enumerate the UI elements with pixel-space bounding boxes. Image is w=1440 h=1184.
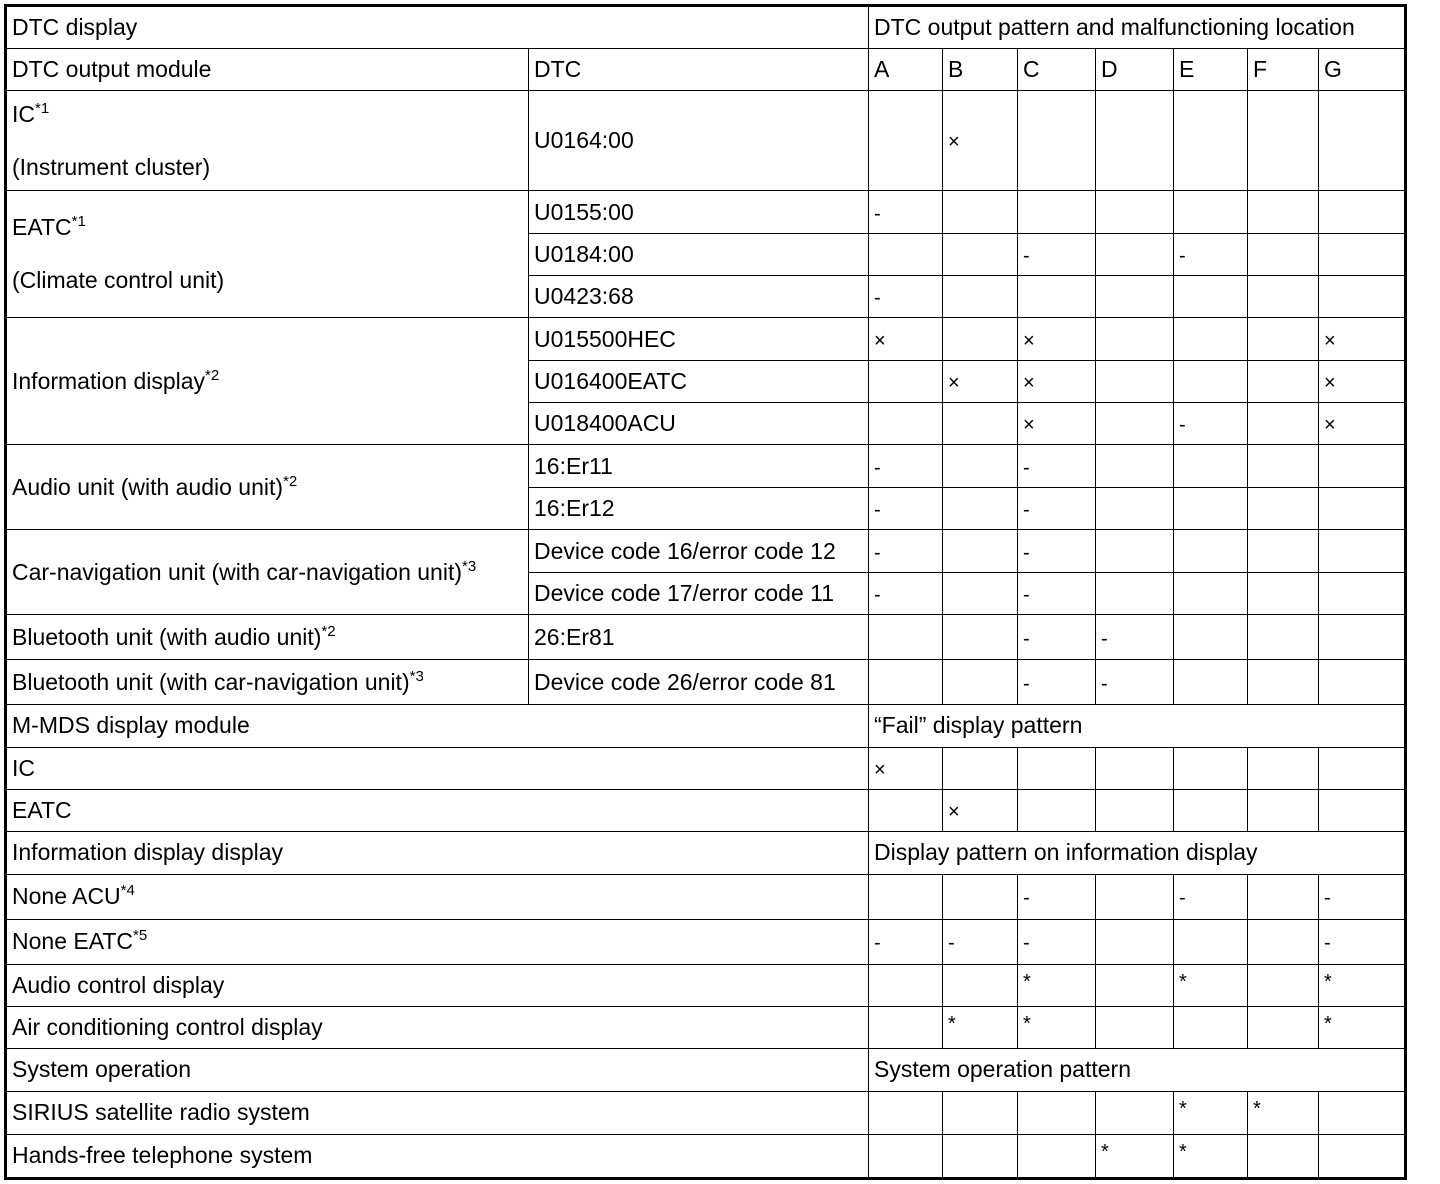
pattern-cell: [1319, 234, 1405, 276]
mmds-heading-row: [7, 704, 1405, 747]
x-mark: ×: [1023, 329, 1035, 352]
pattern-cell: [943, 530, 1018, 573]
pattern-cell: [1174, 1134, 1248, 1177]
pattern-cell: [1319, 361, 1405, 403]
footnote-ref: *3: [462, 557, 477, 575]
pattern-cell: [943, 191, 1018, 234]
pattern-cell: [1096, 276, 1174, 318]
dtc-code: U018400ACU: [529, 403, 869, 445]
dash-mark: -: [874, 932, 881, 955]
pattern-cell: [1018, 276, 1096, 318]
pattern-cell: [1174, 660, 1248, 704]
pattern-cell: [1018, 615, 1096, 660]
dtc-code: Device code 17/error code 11: [529, 573, 869, 615]
dtc-code: 16:Er12: [529, 488, 869, 530]
mmds-label-cell: [7, 747, 869, 789]
dash-mark: -: [1179, 414, 1186, 437]
pattern-cell: [1248, 789, 1319, 831]
dash-mark: -: [874, 584, 881, 607]
info-display-label-cell: [7, 964, 869, 1006]
pattern-cell: [1096, 191, 1174, 234]
info-display-row: [7, 1006, 1405, 1048]
pattern-cell: [869, 573, 943, 615]
module-label: Audio unit (with audio unit): [12, 473, 284, 500]
pattern-cell: [1096, 660, 1174, 704]
pattern-cell: [1174, 530, 1248, 573]
footnote-ref: *2: [283, 472, 298, 490]
module-sublabel: (Instrument cluster): [12, 153, 211, 180]
pattern-cell: [1096, 318, 1174, 361]
dtc-code: U0155:00: [529, 191, 869, 234]
pattern-cell: [1248, 318, 1319, 361]
row-label: Air conditioning control display: [12, 1013, 323, 1040]
mmds-heading: M-MDS display module: [7, 704, 869, 747]
info-display-row: [7, 919, 1405, 964]
pattern-cell: [1018, 1006, 1096, 1048]
footnote-ref: *2: [321, 622, 336, 640]
system-operation-row: [7, 1134, 1405, 1177]
dash-mark: -: [1023, 887, 1030, 910]
dtc-code: U0184:00: [529, 234, 869, 276]
pattern-cell: [1248, 747, 1319, 789]
pattern-cell: [1174, 964, 1248, 1006]
dash-mark: -: [1101, 627, 1108, 650]
module-label: Information display: [12, 367, 206, 394]
pattern-cell: [943, 361, 1018, 403]
dash-mark: -: [874, 499, 881, 522]
pattern-cell: [1018, 1134, 1096, 1177]
pattern-cell: [1018, 789, 1096, 831]
pattern-cell: [1174, 488, 1248, 530]
pattern-cell: [943, 276, 1018, 318]
info-display-row: [7, 964, 1405, 1006]
dash-mark: -: [1023, 456, 1030, 479]
dtc-code: Device code 16/error code 12: [529, 530, 869, 573]
pattern-cell: [943, 1134, 1018, 1177]
pattern-cell: [1248, 874, 1319, 919]
pattern-cell: [1319, 445, 1405, 488]
pattern-cell: [1319, 747, 1405, 789]
pattern-cell: [1174, 919, 1248, 964]
pattern-cell: [869, 445, 943, 488]
pattern-cell: [1174, 91, 1248, 191]
pattern-cell: [1096, 234, 1174, 276]
dtc-heading: DTC: [529, 49, 869, 91]
pattern-cell: [1018, 403, 1096, 445]
pattern-cell: [1096, 919, 1174, 964]
pattern-cell: [1319, 874, 1405, 919]
dash-mark: -: [874, 456, 881, 479]
pattern-cell: [1174, 1006, 1248, 1048]
column-letter: F: [1248, 49, 1319, 91]
asterisk-mark: *: [1253, 1098, 1261, 1121]
pattern-cell: [869, 318, 943, 361]
pattern-cell: [1096, 573, 1174, 615]
pattern-cell: [1248, 1134, 1319, 1177]
pattern-cell: [1319, 919, 1405, 964]
dtc-module-cell: [7, 318, 529, 445]
pattern-cell: [1096, 964, 1174, 1006]
asterisk-mark: *: [1324, 970, 1332, 993]
pattern-cell: [869, 191, 943, 234]
asterisk-mark: *: [1101, 1141, 1109, 1164]
pattern-cell: [1248, 488, 1319, 530]
row-label: SIRIUS satellite radio system: [12, 1099, 310, 1126]
pattern-cell: [1319, 1006, 1405, 1048]
dash-mark: -: [948, 932, 955, 955]
pattern-cell: [869, 1091, 943, 1134]
line-gap: [12, 241, 528, 267]
column-letter: D: [1096, 49, 1174, 91]
system-operation-label-cell: [7, 1091, 869, 1134]
module-label: Bluetooth unit (with audio unit): [12, 623, 322, 650]
pattern-cell: [1018, 747, 1096, 789]
pattern-cell: [943, 318, 1018, 361]
pattern-cell: [943, 789, 1018, 831]
pattern-cell: [1096, 361, 1174, 403]
pattern-cell: [1248, 919, 1319, 964]
pattern-cell: [1174, 573, 1248, 615]
pattern-cell: [1248, 91, 1319, 191]
pattern-cell: [1248, 660, 1319, 704]
pattern-cell: [869, 615, 943, 660]
pattern-cell: [1319, 403, 1405, 445]
dtc-code: U015500HEC: [529, 318, 869, 361]
pattern-cell: [943, 1091, 1018, 1134]
row-label: None EATC: [12, 928, 134, 955]
asterisk-mark: *: [1023, 970, 1031, 993]
pattern-cell: [869, 747, 943, 789]
pattern-cell: [1248, 445, 1319, 488]
pattern-cell: [869, 488, 943, 530]
pattern-cell: [1174, 318, 1248, 361]
asterisk-mark: *: [948, 1012, 956, 1035]
column-letter: B: [943, 49, 1018, 91]
column-letter: A: [869, 49, 943, 91]
pattern-cell: [1096, 488, 1174, 530]
dtc-row: [7, 191, 1405, 234]
dash-mark: -: [1023, 245, 1030, 268]
pattern-cell: [1018, 191, 1096, 234]
pattern-cell: [1319, 789, 1405, 831]
pattern-cell: [1174, 445, 1248, 488]
dash-mark: -: [1324, 887, 1331, 910]
x-mark: ×: [1023, 414, 1035, 437]
x-mark: ×: [948, 131, 960, 154]
pattern-cell: [943, 91, 1018, 191]
dtc-table: [6, 6, 1405, 1178]
pattern-cell: [1174, 874, 1248, 919]
dtc-output-module-heading: DTC output module: [7, 49, 529, 91]
row-label: None ACU: [12, 883, 121, 910]
mmds-pattern-heading: “Fail” display pattern: [869, 704, 1405, 747]
pattern-cell: [943, 964, 1018, 1006]
pattern-cell: [1248, 361, 1319, 403]
pattern-cell: [1319, 318, 1405, 361]
module-sublabel: (Climate control unit): [12, 267, 225, 294]
mmds-row: [7, 789, 1405, 831]
pattern-cell: [1319, 615, 1405, 660]
dash-mark: -: [1023, 672, 1030, 695]
pattern-cell: [1018, 488, 1096, 530]
pattern-cell: [869, 91, 943, 191]
dash-mark: -: [1023, 627, 1030, 650]
pattern-cell: [943, 445, 1018, 488]
system-operation-row: [7, 1091, 1405, 1134]
pattern-cell: [1096, 530, 1174, 573]
pattern-cell: [1174, 361, 1248, 403]
pattern-cell: [869, 789, 943, 831]
dash-mark: -: [874, 202, 881, 225]
pattern-cell: [1174, 789, 1248, 831]
pattern-cell: [869, 874, 943, 919]
pattern-cell: [943, 615, 1018, 660]
footnote-ref: *5: [133, 927, 148, 945]
pattern-cell: [1319, 276, 1405, 318]
pattern-cell: [1319, 1134, 1405, 1177]
pattern-cell: [1248, 964, 1319, 1006]
pattern-cell: [1018, 361, 1096, 403]
info-display-row: [7, 874, 1405, 919]
pattern-cell: [1248, 234, 1319, 276]
pattern-cell: [1319, 573, 1405, 615]
pattern-cell: [1018, 91, 1096, 191]
dtc-row: [7, 530, 1405, 573]
column-header-row: [7, 49, 1405, 91]
pattern-cell: [869, 403, 943, 445]
pattern-cell: [943, 1006, 1018, 1048]
pattern-cell: [943, 747, 1018, 789]
x-mark: ×: [1324, 414, 1336, 437]
pattern-cell: [1018, 530, 1096, 573]
pattern-cell: [943, 660, 1018, 704]
pattern-cell: [943, 919, 1018, 964]
pattern-cell: [1096, 1134, 1174, 1177]
pattern-cell: [869, 660, 943, 704]
dtc-module-cell: [7, 91, 529, 191]
pattern-cell: [1248, 191, 1319, 234]
pattern-cell: [1096, 445, 1174, 488]
pattern-cell: [1174, 1091, 1248, 1134]
system-operation-label-cell: [7, 1134, 869, 1177]
pattern-cell: [1174, 747, 1248, 789]
dtc-module-cell: [7, 191, 529, 318]
pattern-cell: [869, 1006, 943, 1048]
info-display-pattern-heading: Display pattern on information display: [869, 831, 1405, 874]
pattern-cell: [1096, 747, 1174, 789]
dash-mark: -: [1179, 887, 1186, 910]
dtc-code: U0164:00: [529, 91, 869, 191]
pattern-cell: [1018, 660, 1096, 704]
pattern-cell: [1018, 234, 1096, 276]
pattern-cell: [1174, 234, 1248, 276]
dtc-row: [7, 615, 1405, 660]
system-operation-pattern-heading: System operation pattern: [869, 1048, 1405, 1091]
pattern-cell: [1018, 874, 1096, 919]
pattern-cell: [1096, 1006, 1174, 1048]
row-label: Hands-free telephone system: [12, 1142, 313, 1169]
header-row: [7, 7, 1405, 49]
pattern-cell: [1018, 1091, 1096, 1134]
pattern-cell: [1248, 1091, 1319, 1134]
dtc-output-pattern-heading: DTC output pattern and malfunctioning location: [869, 7, 1405, 49]
pattern-cell: [1096, 403, 1174, 445]
system-operation-heading: System operation: [7, 1048, 869, 1091]
dash-mark: -: [1101, 672, 1108, 695]
asterisk-mark: *: [1179, 1141, 1187, 1164]
module-label: Bluetooth unit (with car-navigation unit): [12, 668, 410, 695]
pattern-cell: [1319, 660, 1405, 704]
dtc-code: U0423:68: [529, 276, 869, 318]
pattern-cell: [1248, 1006, 1319, 1048]
pattern-cell: [943, 403, 1018, 445]
dash-mark: -: [1023, 584, 1030, 607]
asterisk-mark: *: [1324, 1012, 1332, 1035]
dash-mark: -: [874, 287, 881, 310]
pattern-cell: [869, 361, 943, 403]
info-display-label-cell: [7, 919, 869, 964]
pattern-cell: [943, 874, 1018, 919]
dtc-code: U016400EATC: [529, 361, 869, 403]
x-mark: ×: [1324, 372, 1336, 395]
x-mark: ×: [1023, 372, 1035, 395]
dtc-module-cell: [7, 615, 529, 660]
dtc-module-cell: [7, 660, 529, 704]
pattern-cell: [1319, 91, 1405, 191]
pattern-cell: [1096, 789, 1174, 831]
pattern-cell: [1018, 318, 1096, 361]
column-letter: E: [1174, 49, 1248, 91]
footnote-ref: *1: [35, 99, 50, 117]
pattern-cell: [1174, 276, 1248, 318]
dtc-row: [7, 445, 1405, 488]
pattern-cell: [869, 234, 943, 276]
pattern-cell: [869, 919, 943, 964]
dash-mark: -: [874, 541, 881, 564]
pattern-cell: [1018, 919, 1096, 964]
pattern-cell: [943, 573, 1018, 615]
dash-mark: -: [1179, 245, 1186, 268]
pattern-cell: [1319, 191, 1405, 234]
dash-mark: -: [1023, 541, 1030, 564]
asterisk-mark: *: [1179, 1098, 1187, 1121]
pattern-cell: [1319, 488, 1405, 530]
dtc-module-cell: [7, 530, 529, 615]
row-label: IC: [12, 754, 35, 781]
pattern-cell: [1319, 964, 1405, 1006]
pattern-cell: [1248, 403, 1319, 445]
column-letter: C: [1018, 49, 1096, 91]
info-display-label-cell: [7, 1006, 869, 1048]
pattern-cell: [1018, 964, 1096, 1006]
dtc-row: [7, 660, 1405, 704]
dtc-module-cell: [7, 445, 529, 530]
dtc-code: 16:Er11: [529, 445, 869, 488]
pattern-cell: [943, 234, 1018, 276]
row-label: EATC: [12, 796, 72, 823]
pattern-cell: [1096, 874, 1174, 919]
pattern-cell: [1018, 445, 1096, 488]
pattern-cell: [1319, 530, 1405, 573]
pattern-cell: [1248, 276, 1319, 318]
footnote-ref: *4: [120, 882, 135, 900]
info-display-heading-row: [7, 831, 1405, 874]
module-label: Car-navigation unit (with car-navigation unit): [12, 558, 462, 585]
dash-mark: -: [1324, 932, 1331, 955]
pattern-cell: [1319, 1091, 1405, 1134]
asterisk-mark: *: [1179, 970, 1187, 993]
pattern-cell: [1174, 191, 1248, 234]
dtc-row: [7, 318, 1405, 361]
dtc-code: Device code 26/error code 81: [529, 660, 869, 704]
table-body: [7, 7, 1405, 1178]
x-mark: ×: [874, 758, 886, 781]
x-mark: ×: [948, 800, 960, 823]
footnote-ref: *1: [71, 213, 86, 231]
mmds-label-cell: [7, 789, 869, 831]
footnote-ref: *2: [205, 366, 220, 384]
asterisk-mark: *: [1023, 1012, 1031, 1035]
x-mark: ×: [1324, 329, 1336, 352]
column-letter: G: [1319, 49, 1405, 91]
dash-mark: -: [1023, 932, 1030, 955]
pattern-cell: [869, 964, 943, 1006]
pattern-cell: [869, 276, 943, 318]
x-mark: ×: [948, 372, 960, 395]
info-display-label-cell: [7, 874, 869, 919]
pattern-cell: [943, 488, 1018, 530]
footnote-ref: *3: [409, 667, 424, 685]
pattern-cell: [1096, 615, 1174, 660]
x-mark: ×: [874, 329, 886, 352]
pattern-cell: [869, 1134, 943, 1177]
pattern-cell: [1248, 615, 1319, 660]
pattern-cell: [1248, 530, 1319, 573]
dtc-code: 26:Er81: [529, 615, 869, 660]
pattern-cell: [869, 530, 943, 573]
row-label: Audio control display: [12, 971, 225, 998]
info-display-heading: Information display display: [7, 831, 869, 874]
module-label: EATC: [12, 214, 72, 241]
pattern-cell: [1174, 615, 1248, 660]
pattern-cell: [1174, 403, 1248, 445]
pattern-cell: [1096, 91, 1174, 191]
module-label: IC: [12, 100, 35, 127]
pattern-cell: [1096, 1091, 1174, 1134]
mmds-row: [7, 747, 1405, 789]
dash-mark: -: [1023, 499, 1030, 522]
dtc-display-heading: DTC display: [7, 7, 869, 49]
system-operation-heading-row: [7, 1048, 1405, 1091]
pattern-cell: [1248, 573, 1319, 615]
pattern-cell: [1018, 573, 1096, 615]
line-gap: [12, 128, 528, 154]
dtc-row: [7, 91, 1405, 191]
